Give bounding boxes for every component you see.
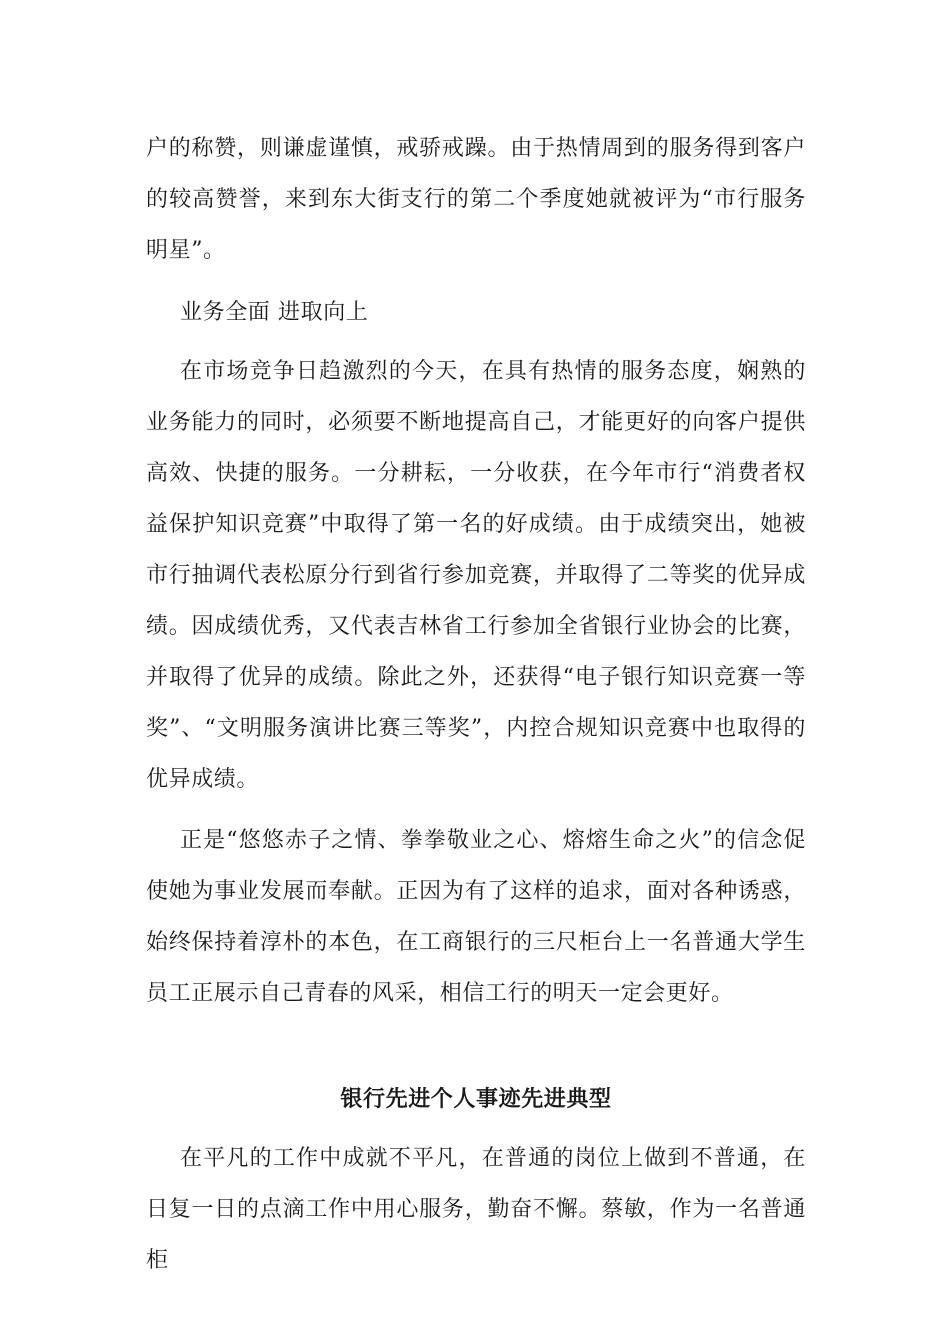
paragraph-intro: 在平凡的工作中成就不平凡，在普通的岗位上做到不普通，在日复一日的点滴工作中用心服务，勤奋不懈。蔡敏，作为一名普通柜 [146, 1146, 806, 1273]
continued-paragraph: 户的称赞，则谦虚谨慎，戒骄戒躁。由于热情周到的服务得到客户的较高赞誉，来到东大街支行的第二个季度她就被评为“市行服务明星”。 [146, 136, 806, 263]
paragraph-dedication: 正是“悠悠赤子之情、拳拳敬业之心、熔熔生命之火”的信念促使她为事业发展而奉献。正因为有了这样的追求，面对各种诱惑，始终保持着淳朴的本色，在工商银行的三尺柜台上一名普通大学生员工正展示自己青春的风采，相信工行的明天一定会更好。 [146, 828, 806, 1006]
paragraph-competition-results: 在市场竞争日趋激烈的今天，在具有热情的服务态度，娴熟的业务能力的同时，必须要不断地提高自己，才能更好的向客户提供高效、快捷的服务。一分耕耘，一分收获，在今年市行“消费者权益保护知识竞赛”中取得了第一名的好成绩。由于成绩突出，她被市行抽调代表松原分行到省行参加竞赛，并取得了二等奖的优异成绩。因成绩优秀，又代表吉林省工行参加全省银行业协会的比赛，并取得了优异的成绩。除此之外，还获得“电子银行知识竞赛一等奖”、“文明服务演讲比赛三等奖”，内控合规知识竞赛中也取得的优异成绩。 [146, 359, 806, 792]
section-heading: 业务全面 进取向上 [180, 300, 369, 325]
article-title: 银行先进个人事迹先进典型 [340, 1086, 612, 1112]
document-body [146, 123, 806, 1296]
